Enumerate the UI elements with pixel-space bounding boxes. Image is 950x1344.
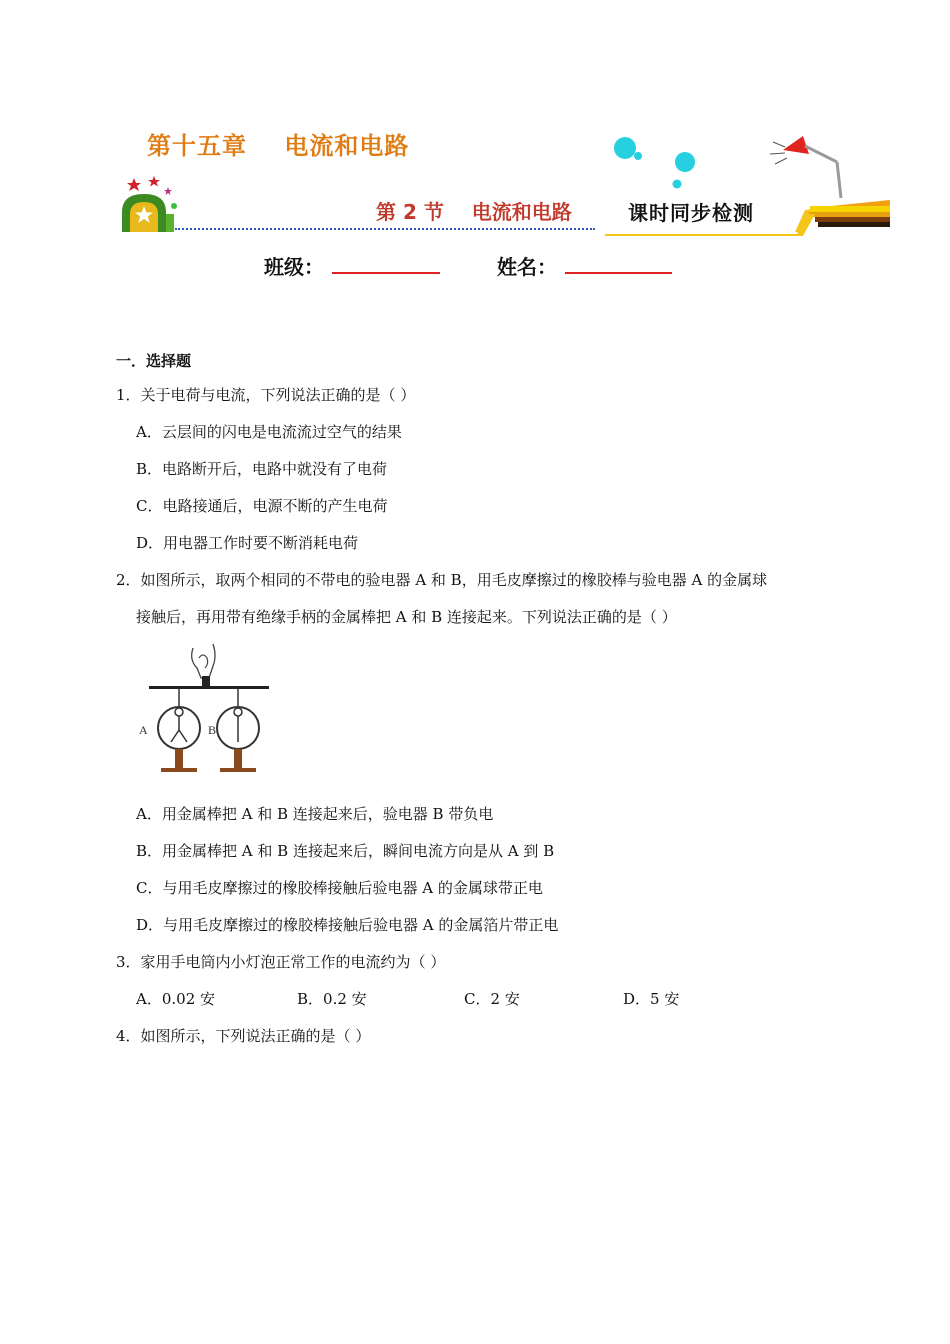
name-label: 姓名： <box>497 255 557 279</box>
figure-label-b: B <box>208 723 217 737</box>
question-2-option-b: B．用金属棒把 A 和 B 连接起来后，瞬间电流方向是从 A 到 B <box>136 842 555 860</box>
question-1-option-d: D．用电器工作时要不断消耗电荷 <box>136 534 359 552</box>
question-3-option-a: A．0.02 安 <box>136 990 215 1008</box>
question-1-option-c: C．电路接通后，电源不断的产生电荷 <box>136 497 388 515</box>
question-3-stem: 3．家用手电筒内小灯泡正常工作的电流约为（ ） <box>116 953 446 971</box>
question-2-stem-line2: 接触后，再用带有绝缘手柄的金属棒把 A 和 B 连接起来。下列说法正确的是（ ） <box>136 608 677 626</box>
question-4-stem: 4．如图所示，下列说法正确的是（ ） <box>116 1027 371 1045</box>
chapter-title: 第十五章 电流和电路 <box>147 132 410 160</box>
question-1-option-a: A．云层间的闪电是电流流过空气的结果 <box>136 423 402 441</box>
question-2-option-d: D．与用毛皮摩擦过的橡胶棒接触后验电器 A 的金属箔片带正电 <box>136 916 559 934</box>
question-3-option-d: D．5 安 <box>623 990 680 1008</box>
question-2-stem-line1: 2．如图所示，取两个相同的不带电的验电器 A 和 B，用毛皮摩擦过的橡胶棒与验电器 A 的金属球 <box>116 571 768 589</box>
question-1-stem: 1．关于电荷与电流，下列说法正确的是（ ） <box>116 386 416 404</box>
question-3-option-c: C．2 安 <box>464 990 520 1008</box>
banner-title: 课时同步检测 <box>628 201 754 225</box>
section-heading: 一．选择题 <box>116 352 192 370</box>
figure-label-a: A <box>139 723 148 737</box>
electroscope-figure <box>135 638 275 776</box>
question-3-option-b: B．0.2 安 <box>297 990 367 1008</box>
class-label: 班级： <box>264 255 324 279</box>
name-blank[interactable] <box>565 272 672 274</box>
question-2-option-c: C．与用毛皮摩擦过的橡胶棒接触后验电器 A 的金属球带正电 <box>136 879 543 897</box>
star-emblem-icon <box>118 172 180 236</box>
question-1-option-b: B．电路断开后，电路中就没有了电荷 <box>136 460 388 478</box>
question-2-option-a: A．用金属棒把 A 和 B 连接起来后，验电器 B 带负电 <box>136 805 494 823</box>
section-title: 第 2 节 电流和电路 <box>376 200 572 224</box>
class-blank[interactable] <box>332 272 440 274</box>
header-divider <box>175 228 595 230</box>
